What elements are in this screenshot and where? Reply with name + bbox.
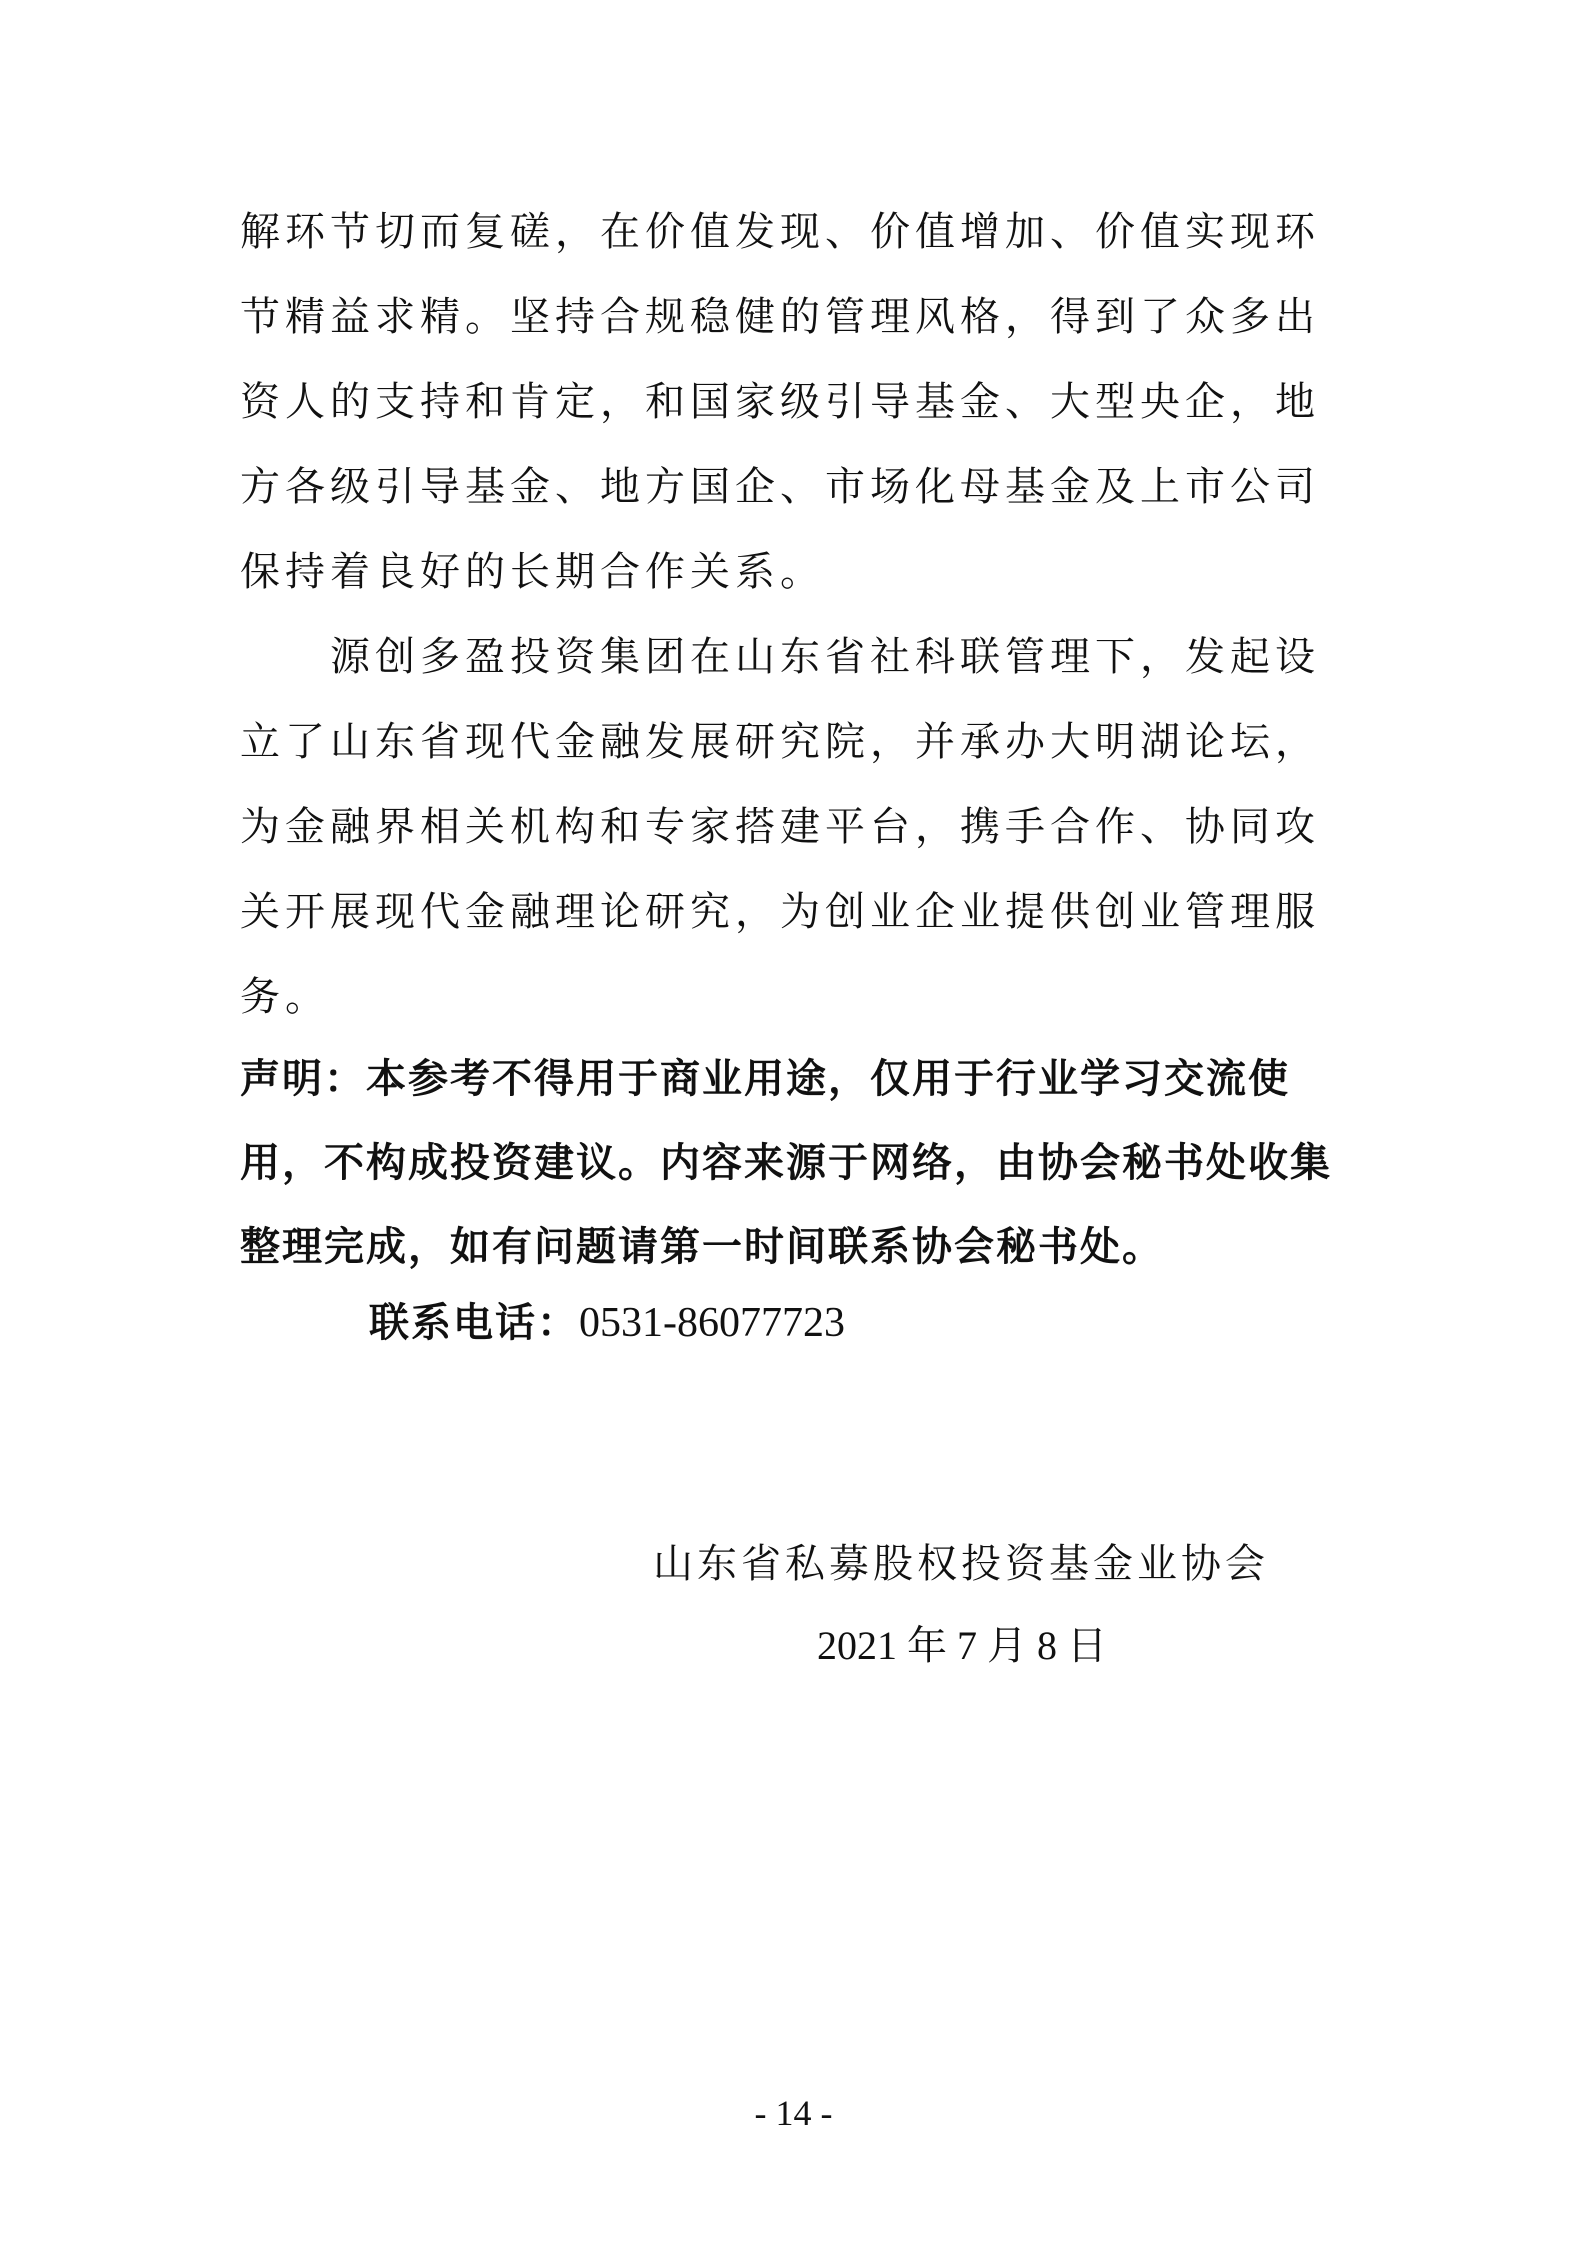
body-paragraph-2: 源创多盈投资集团在山东省社科联管理下，发起设立了山东省现代金融发展研究院，并承办大明湖论坛，为金融界相关机构和专家搭建平台，携手合作、协同攻关开展现代金融理论研究，为创业企业提供创业管理服务。 [240, 634, 1320, 1020]
disclaimer-text: 声明：本参考不得用于商业用途，仅用于行业学习交流使用，不构成投资建议。内容来源于网络，由协会秘书处收集整理完成，如有问题请第一时间联系协会秘书处。 [240, 1056, 1332, 1270]
signature-date: 2021 年 7 月 8 日 [817, 1623, 1107, 1668]
contact-line [369, 1281, 845, 1365]
body-paragraph-1: 解环节切而复磋，在价值发现、价值增加、价值实现环节精益求精。坚持合规稳健的管理风格，得到了众多出资人的支持和肯定，和国家级引导基金、大型央企，地方各级引导基金、地方国企、市场化母基金及上市公司保持着良好的长期合作关系。 [240, 209, 1320, 595]
signature-organization: 山东省私募股权投资基金业协会 [653, 1541, 1269, 1587]
contact-phone-number: 0531-86077723 [579, 1300, 845, 1346]
page-number: - 14 - [754, 2093, 833, 2133]
contact-phone-label: 联系电话： [369, 1300, 579, 1346]
